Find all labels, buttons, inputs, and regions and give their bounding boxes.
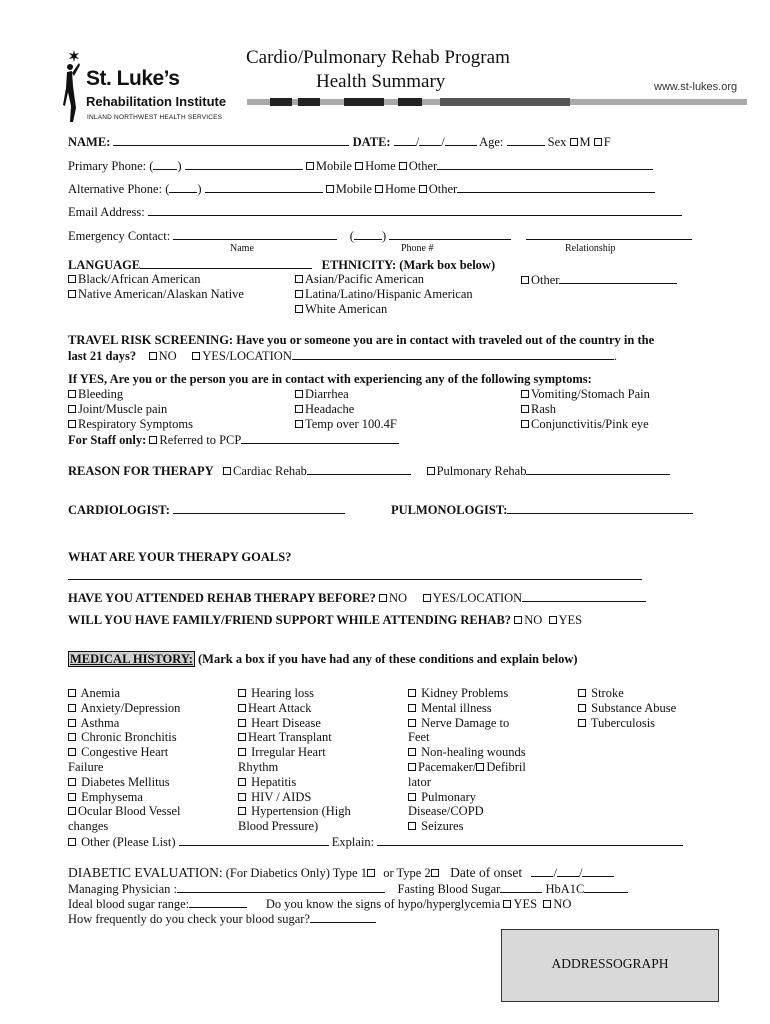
support-row: WILL YOU HAVE FAMILY/FRIEND SUPPORT WHILE ATTENDING REHAB? NO YES (68, 613, 583, 627)
symptom-bleeding[interactable]: Bleeding (68, 387, 123, 402)
diabetic-row: DIABETIC EVALUATION: (For Diabetics Only) Type 1 or Type 2 Date of onset / / (68, 865, 614, 881)
primary-other-field[interactable] (437, 158, 653, 170)
alt-phone-row: Alternative Phone: ( ) Mobile Home Other (68, 181, 655, 197)
defibrillator-checkbox[interactable] (476, 763, 484, 771)
medical-col-4 (578, 686, 676, 730)
primary-mobile-checkbox[interactable] (306, 162, 314, 170)
name-field[interactable] (113, 134, 349, 146)
condition-hepatitis[interactable]: Hepatitis (238, 775, 351, 790)
emergency-relationship-caption: Relationship (565, 243, 616, 254)
sex-m-checkbox[interactable] (570, 138, 578, 146)
onset-year-field[interactable] (582, 865, 614, 877)
other-conditions-row: Other (Please List) Explain: (68, 834, 683, 850)
onset-day-field[interactable] (557, 865, 579, 877)
support-no-checkbox[interactable] (514, 616, 522, 624)
symptom-conjunctivitis[interactable]: Conjunctivitis/Pink eye (521, 417, 649, 432)
language-field[interactable] (140, 257, 312, 269)
website-url: www.st-lukes.org (654, 81, 738, 93)
form-subtitle: Health Summary (316, 71, 446, 92)
name-label: NAME: (68, 135, 111, 149)
primary-phone-row: Primary Phone: ( ) Mobile Home Other (68, 158, 653, 174)
condition-hiv[interactable]: HIV / AIDS (238, 790, 351, 805)
cardiac-rehab-checkbox[interactable] (223, 467, 231, 475)
condition-anemia[interactable]: Anemia (68, 686, 181, 701)
pulmonologist-row: PULMONOLOGIST: (391, 502, 693, 518)
condition-pulmonary[interactable]: Pulmonary (408, 790, 526, 805)
org-name: St. Luke’s (86, 67, 180, 90)
emergency-name-caption: Name (230, 243, 254, 254)
condition-heart-disease[interactable]: Heart Disease (238, 716, 351, 731)
type1-checkbox[interactable] (367, 869, 375, 877)
condition-heart-attack[interactable]: Heart Attack (238, 701, 351, 716)
travel-location-field[interactable] (292, 348, 614, 360)
condition-pacemaker[interactable]: Pacemaker/ Defibril (408, 760, 526, 775)
condition-stroke[interactable]: Stroke (578, 686, 676, 701)
emergency-name-field[interactable] (173, 228, 337, 240)
travel-no-checkbox[interactable] (149, 352, 157, 360)
form-title: Cardio/Pulmonary Rehab Program (246, 47, 510, 68)
diabetic-label: DIABETIC EVALUATION: (68, 865, 223, 880)
condition-mental-illness[interactable]: Mental illness (408, 701, 526, 716)
ethnicity-label: ETHNICITY: (Mark box below) (321, 258, 496, 272)
alt-phone-field[interactable] (205, 181, 323, 193)
sex-f-checkbox[interactable] (594, 138, 602, 146)
alt-home-checkbox[interactable] (375, 185, 383, 193)
emergency-phone-caption: Phone # (401, 243, 434, 254)
condition-substance-abuse[interactable]: Substance Abuse (578, 701, 676, 716)
onset-month-field[interactable] (531, 865, 553, 877)
condition-emphysema[interactable]: Emphysema (68, 790, 181, 805)
referred-pcp-field[interactable] (241, 432, 399, 444)
medical-col-3: Kidney Problems Mental illness Nerve Damage to Feet Non-healing wounds Pacemaker/ Defibril lator Pulmonary Disease/COPD Seizures (408, 686, 526, 834)
email-field[interactable] (148, 204, 682, 216)
medical-history-instructions: (Mark a box if you have had any of these conditions and explain below) (197, 652, 578, 666)
medical-history-heading (68, 652, 578, 667)
addressograph-label: ADDRESSOGRAPH (551, 956, 669, 971)
symptom-joint-pain[interactable]: Joint/Muscle pain (68, 402, 167, 417)
travel-question: TRAVEL RISK SCREENING: Have you or someone you are in contact with traveled out of the country in the (68, 333, 655, 347)
person-logo-icon (60, 48, 84, 124)
org-tagline: INLAND NORTHWEST HEALTH SERVICES (87, 114, 223, 121)
symptom-temp[interactable]: Temp over 100.4F (295, 417, 397, 432)
ethnicity-latino[interactable]: Latina/Latino/Hispanic American (295, 287, 473, 302)
date-day-field[interactable] (419, 134, 441, 146)
signs-no-checkbox[interactable] (543, 900, 551, 908)
ethnicity-other[interactable]: Other (521, 272, 677, 288)
condition-irregular-heart[interactable]: Irregular Heart (238, 745, 351, 760)
reason-row: REASON FOR THERAPY Cardiac Rehab Pulmonary Rehab (68, 463, 670, 479)
therapy-goals-label: WHAT ARE YOUR THERAPY GOALS? (68, 550, 292, 564)
cardiologist-field[interactable] (173, 502, 345, 514)
date-label: DATE: (352, 135, 391, 149)
age-label: Age: (479, 135, 504, 149)
other-conditions-field[interactable] (179, 834, 329, 846)
ideal-range-field[interactable] (189, 896, 247, 908)
alt-other-field[interactable] (457, 181, 655, 193)
alt-area-code-field[interactable] (169, 181, 197, 193)
condition-bronchitis[interactable]: Chronic Bronchitis (68, 730, 181, 745)
condition-chf[interactable]: Congestive Heart (68, 745, 181, 760)
medical-col-2: Hearing loss Heart Attack Heart Disease Heart Transplant Irregular Heart Rhythm Hepatitis HIV / AIDS Hypertension (High Blood Pressure) (238, 686, 351, 834)
condition-asthma[interactable]: Asthma (68, 716, 181, 731)
condition-ocular[interactable]: Ocular Blood Vessel (68, 804, 181, 819)
condition-non-healing-wounds[interactable]: Non-healing wounds (408, 745, 526, 760)
ethnicity-native[interactable]: Native American/Alaskan Native (68, 287, 244, 302)
condition-seizures[interactable]: Seizures (408, 819, 526, 834)
referred-pcp-checkbox[interactable] (149, 436, 157, 444)
ideal-range-row: Ideal blood sugar range: Do you know the signs of hypo/hyperglycemia YES NO (68, 897, 572, 911)
attended-yes-checkbox[interactable] (423, 594, 431, 602)
type2-checkbox[interactable] (431, 869, 439, 877)
condition-hypertension[interactable]: Hypertension (High (238, 804, 351, 819)
pulmonologist-field[interactable] (507, 502, 693, 514)
frequency-field[interactable] (310, 911, 376, 923)
language-row: LANGUAGE ETHNICITY: (Mark box below) (68, 258, 496, 272)
symptom-rash[interactable]: Rash (521, 402, 556, 417)
cardiac-rehab-field[interactable] (307, 463, 411, 475)
staff-row: For Staff only: Referred to PCP (68, 432, 399, 448)
email-row: Email Address: (68, 204, 682, 220)
cardiologist-row: CARDIOLOGIST: (68, 502, 345, 518)
pulmonary-rehab-checkbox[interactable] (427, 467, 435, 475)
physician-field[interactable] (177, 881, 385, 893)
travel-answer-row: last 21 days? NO YES/LOCATION . (68, 349, 617, 363)
addressograph-box (501, 929, 719, 1002)
ethnicity-asian[interactable]: Asian/Pacific American (295, 272, 424, 287)
age-field[interactable] (507, 134, 545, 146)
frequency-row: How frequently do you check your blood sugar? (68, 911, 376, 927)
primary-home-checkbox[interactable] (355, 162, 363, 170)
sex-label: Sex (547, 135, 567, 149)
emergency-row: Emergency Contact: ( ) (68, 228, 692, 244)
symptoms-question: If YES, Are you or the person you are in contact with experiencing any of the following symptoms: (68, 372, 592, 386)
name-row: NAME: DATE: / / Age: Sex M F (68, 135, 611, 149)
emergency-area-code-field[interactable] (354, 228, 382, 240)
alt-mobile-checkbox[interactable] (326, 185, 334, 193)
attended-no-checkbox[interactable] (379, 594, 387, 602)
hba1c-field[interactable] (584, 881, 628, 893)
emergency-phone-field[interactable] (389, 228, 511, 240)
primary-area-code-field[interactable] (153, 158, 177, 170)
condition-diabetes[interactable]: Diabetes Mellitus (68, 775, 181, 790)
symptom-vomiting[interactable]: Vomiting/Stomach Pain (521, 387, 650, 402)
symptom-headache[interactable]: Headache (295, 402, 354, 417)
condition-tuberculosis[interactable]: Tuberculosis (578, 716, 676, 731)
ethnicity-white[interactable]: White American (295, 302, 387, 317)
medical-history-label: MEDICAL HISTORY: (70, 652, 193, 666)
primary-phone-field[interactable] (185, 158, 303, 170)
other-conditions-checkbox[interactable] (68, 838, 76, 846)
attended-location-field[interactable] (522, 590, 646, 602)
condition-heart-transplant[interactable]: Heart Transplant (238, 730, 351, 745)
ethnicity-black[interactable]: Black/African American (68, 272, 201, 287)
org-subtitle: Rehabilitation Institute (86, 94, 227, 109)
fasting-sugar-field[interactable] (500, 881, 542, 893)
condition-hearing-loss[interactable]: Hearing loss (238, 686, 351, 701)
emergency-relationship-field[interactable] (526, 228, 692, 240)
therapy-goals-field[interactable] (68, 579, 642, 580)
travel-yes-checkbox[interactable] (192, 352, 200, 360)
condition-nerve-damage[interactable]: Nerve Damage to (408, 716, 526, 731)
symptom-diarrhea[interactable]: Diarrhea (295, 387, 349, 402)
medical-col-1: Anemia Anxiety/Depression Asthma Chronic Bronchitis Congestive Heart Failure Diabetes Mellitus Emphysema Ocular Blood Vessel changes (68, 686, 181, 834)
explain-field[interactable] (377, 834, 683, 846)
physician-row: Managing Physician : Fasting Blood Sugar HbA1C (68, 881, 628, 897)
condition-kidney[interactable]: Kidney Problems (408, 686, 526, 701)
support-yes-checkbox[interactable] (549, 616, 557, 624)
alt-other-checkbox[interactable] (419, 185, 427, 193)
condition-anxiety[interactable]: Anxiety/Depression (68, 701, 181, 716)
date-year-field[interactable] (445, 134, 477, 146)
primary-other-checkbox[interactable] (399, 162, 407, 170)
pulmonary-rehab-field[interactable] (526, 463, 670, 475)
signs-yes-checkbox[interactable] (503, 900, 511, 908)
attended-row: HAVE YOU ATTENDED REHAB THERAPY BEFORE? NO YES/LOCATION (68, 590, 646, 606)
symptom-respiratory[interactable]: Respiratory Symptoms (68, 417, 193, 432)
date-month-field[interactable] (394, 134, 416, 146)
